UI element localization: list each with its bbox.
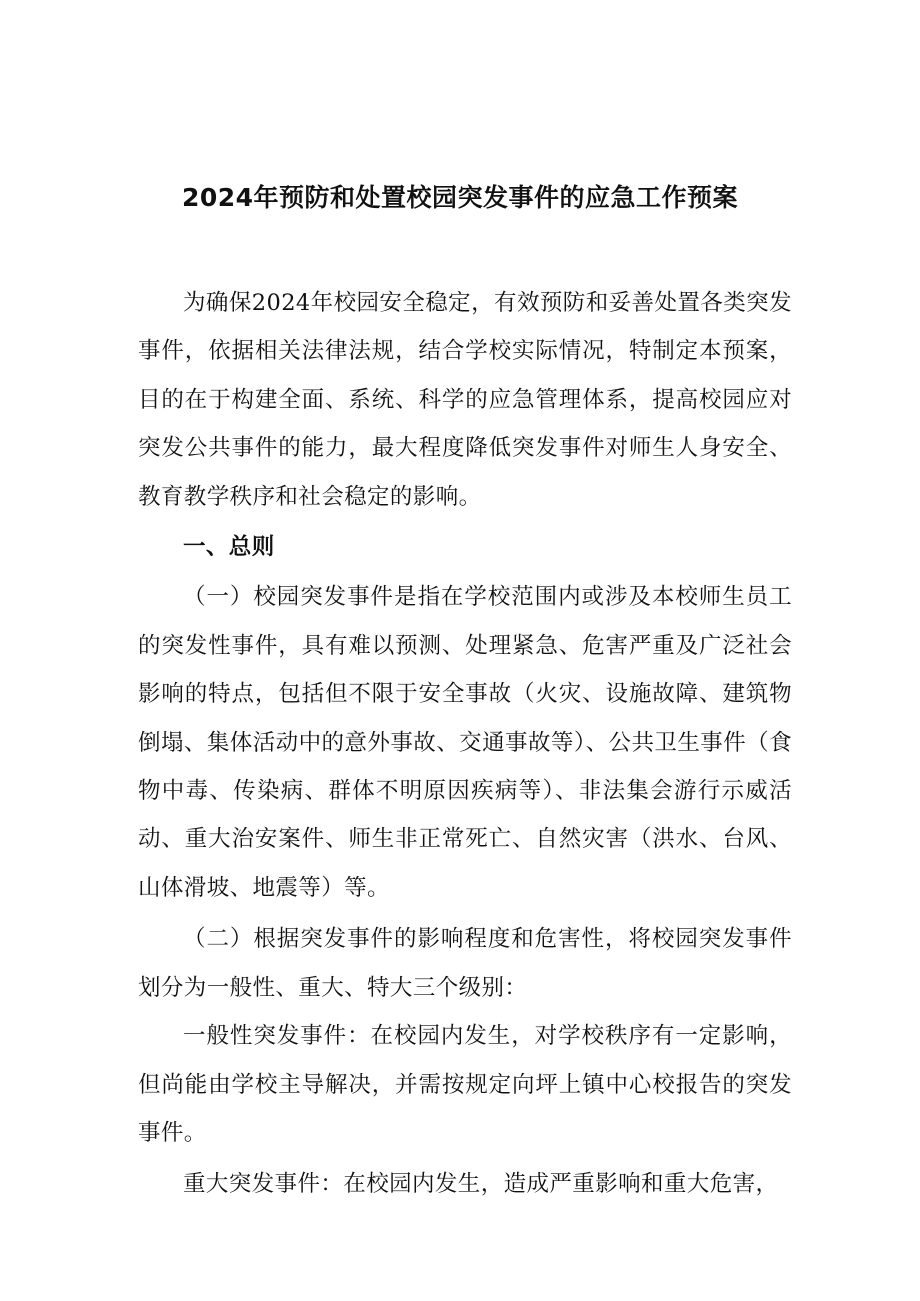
document-body — [138, 279, 792, 1209]
document-title: 2024年预防和处置校园突发事件的应急工作预案 — [181, 183, 739, 212]
general-event-paragraph: 一般性突发事件：在校园内发生，对学校秩序有一定影响，但尚能由学校主导解决，并需按规定向坪上镇中心校报告的突发事件。 — [138, 1023, 792, 1146]
classification-paragraph: （二）根据突发事件的影响程度和危害性，将校园突发事件划分为一般性、重大、特大三个级别： — [138, 926, 792, 1001]
intro-paragraph: 为确保2024年校园安全稳定，有效预防和妥善处置各类突发事件，依据相关法律法规，结合学校实际情况，特制定本预案，目的在于构建全面、系统、科学的应急管理体系，提高校园应对突发公共事件的能力，最大程度降低突发事件对师生人身安全、教育教学秩序和社会稳定的影响。 — [138, 290, 792, 510]
major-event-paragraph: 重大突发事件：在校园内发生，造成严重影响和重大危害， — [183, 1171, 779, 1198]
definition-paragraph: （一）校园突发事件是指在学校范围内或涉及本校师生员工的突发性事件，具有难以预测、处理紧急、危害严重及广泛社会影响的特点，包括但不限于安全事故（火灾、设施故障、建筑物倒塌、集体活动中的意外事故、交通事故等）、公共卫生事件（食物中毒、传染病、群体不明原因疾病等）、非法集会游行示威活动、重大治安案件、师生非正常死亡、自然灾害（洪水、台风、山体滑坡、地震等）等。 — [138, 584, 792, 901]
section-heading-general: 一、总则 — [183, 534, 275, 561]
